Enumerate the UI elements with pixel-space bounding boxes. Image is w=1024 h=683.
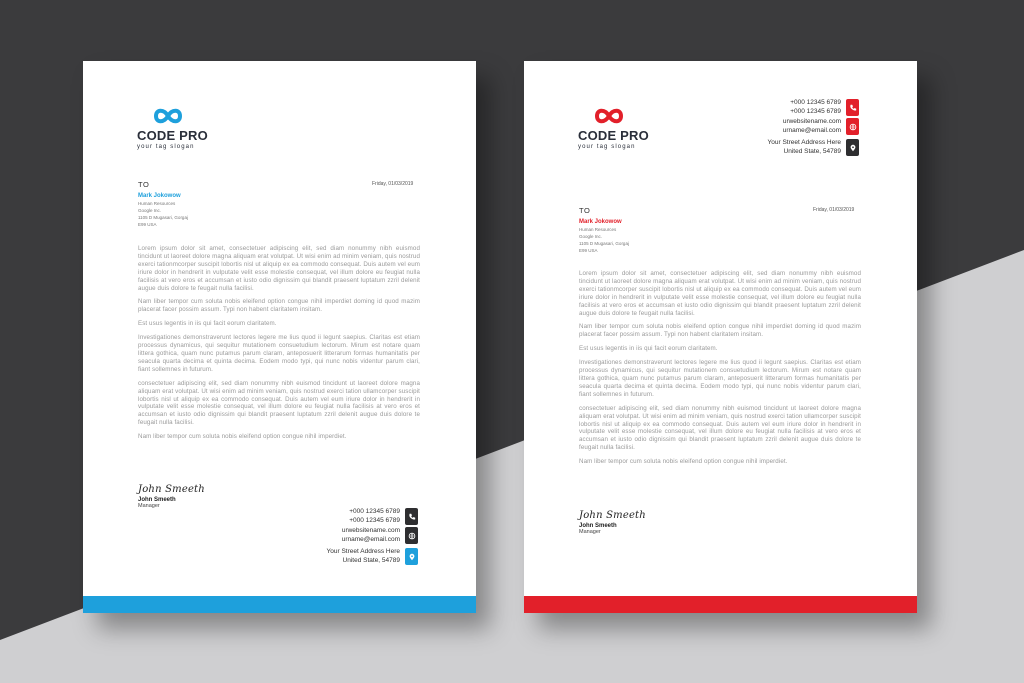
phone-icon [846, 99, 859, 116]
body-paragraph: Nam liber tempor cum soluta nobis eleifend option congue nihil imperdiet doming id quod mazim placerat facer possim assum. Typi non habent claritatem insitam. [138, 298, 420, 314]
signature: John Smeeth [138, 484, 205, 495]
recipient-name: Mark Jokowow [579, 219, 622, 225]
contact-address-line: United State, 54789 [783, 147, 841, 155]
infinity-logo-icon [153, 106, 183, 126]
logo [137, 106, 227, 150]
bottom-accent-bar [524, 596, 917, 613]
brand-slogan: your tag slogan [578, 144, 636, 150]
location-pin-icon [405, 548, 418, 565]
letterhead-blue [83, 61, 476, 613]
contact-phone: +000 12345 6789 [349, 516, 400, 524]
body-paragraph: Investigationes demonstraverunt lectores legere me lius quod ii legunt saepius. Claritas est etiam processus dynamicus, qui sequitur mutationem consuetudium lectorum. Mirum est notare quam littera gothica, quam nunc putamus parum claram, anteposuerit litterarum formas humanitatis per seacula quarta decima et quinta decima. Eodem modo typi, qui nunc nobis videntur parum clari, fiant sollemnes in futurum. [579, 359, 861, 398]
contact-address-line: Your Street Address Here [326, 548, 400, 556]
signer-name: John Smeeth [138, 497, 176, 503]
logo [578, 106, 668, 150]
recipient-name: Mark Jokowow [138, 193, 181, 199]
globe-icon [405, 527, 418, 544]
brand-slogan: your tag slogan [137, 144, 195, 150]
to-label: TO [138, 180, 150, 189]
body-paragraph: Nam liber tempor cum soluta nobis eleifend option congue nihil imperdiet doming id quod mazim placerat facer possim assum. Typi non habent claritatem insitam. [579, 323, 861, 339]
contact-phone: +000 12345 6789 [349, 508, 400, 516]
contact-website: urwebsitename.com [341, 527, 400, 535]
body-paragraph: consectetuer adipiscing elit, sed diam nonummy nibh euismod tincidunt ut laoreet dolore magna aliquam erat volutpat. Ut wisi enim ad minim veniam, quis nostrud exerci tation ullamcorper suscipit lobortis nisl ut aliquip ex ea commodo consequat. Duis autem vel eum iriure dolor in hendrerit in vulputate velit esse molestie consequat, vel illum dolore eu feugiat nulla facilisis at vero eros et accumsan et iusto odio dignissim qui blandit praesent luptatum zzril delenit augue duis dolore te feugait nulla facilisi. [138, 379, 420, 427]
contact-block [724, 99, 859, 161]
recipient-address-line: E99 USA [138, 222, 157, 227]
recipient-address-line: 1105 D Mugasari, Gorgaj [138, 215, 188, 220]
recipient-address-line: 1105 D Mugasari, Gorgaj [579, 241, 629, 246]
contact-address-line: United State, 54789 [342, 556, 400, 564]
infinity-logo-icon [594, 106, 624, 126]
bottom-accent-bar [83, 596, 476, 613]
contact-block [283, 508, 418, 568]
letter-body [579, 270, 861, 472]
signature-block [579, 510, 646, 535]
contact-email: urname@email.com [341, 535, 400, 543]
recipient-address-line: Google Inc. [579, 234, 603, 239]
contact-phone-row [349, 508, 418, 525]
body-paragraph: Est usus legentis in iis qui facit eorum claritatem. [579, 345, 718, 353]
letterhead-red [524, 61, 917, 613]
contact-website: urwebsitename.com [782, 118, 841, 126]
recipient-address-line: Human Resources [138, 201, 176, 206]
location-pin-icon [846, 139, 859, 156]
body-paragraph: Nam liber tempor cum soluta nobis eleifend option congue nihil imperdiet. [138, 433, 347, 441]
phone-icon [405, 508, 418, 525]
contact-address-row [768, 139, 859, 156]
signer-title: Manager [138, 503, 160, 509]
signature-block [138, 484, 205, 509]
letter-date: Friday, 01/03/2019 [813, 207, 855, 213]
recipient-address-line: E99 USA [579, 248, 598, 253]
recipient-address-line: Google Inc. [138, 208, 162, 213]
brand-name: CODE PRO [578, 128, 649, 143]
letter-body [138, 245, 420, 447]
contact-address-line: Your Street Address Here [767, 139, 841, 147]
globe-icon [846, 118, 859, 135]
brand-name: CODE PRO [137, 128, 208, 143]
body-paragraph: Investigationes demonstraverunt lectores legere me lius quod ii legunt saepius. Claritas est etiam processus dynamicus, qui sequitur mutationem consuetudium lectorum. Mirum est notare quam littera gothica, quam nunc putamus parum claram, anteposuerit litterarum formas humanitatis per seacula quarta decima et quinta decima. Eodem modo typi, qui nunc nobis videntur parum clari, fiant sollemnes in futurum. [138, 334, 420, 373]
contact-phone: +000 12345 6789 [790, 99, 841, 107]
signer-name: John Smeeth [579, 523, 617, 529]
contact-email: urname@email.com [782, 126, 841, 134]
letter-date: Friday, 01/03/2019 [372, 181, 414, 187]
signature: John Smeeth [579, 510, 646, 521]
contact-address-row [327, 548, 418, 565]
body-paragraph: consectetuer adipiscing elit, sed diam nonummy nibh euismod tincidunt ut laoreet dolore magna aliquam erat volutpat. Ut wisi enim ad minim veniam, quis nostrud exerci tation ullamcorper suscipit lobortis nisl ut aliquip ex ea commodo consequat. Duis autem vel eum iriure dolor in hendrerit in vulputate velit esse molestie consequat, vel illum dolore eu feugiat nulla facilisis at vero eros et accumsan et iusto odio dignissim qui blandit praesent luptatum zzril delenit augue duis dolore te feugait nulla facilisi. [579, 404, 861, 452]
contact-web-row [783, 118, 859, 135]
body-paragraph: Lorem ipsum dolor sit amet, consectetuer adipiscing elit, sed diam nonummy nibh euismod tincidunt ut laoreet dolore magna aliquam erat volutpat. Ut wisi enim ad minim veniam, quis nostrud exerci tationmcorper suscipit lobortis nisl ut aliquip ex ea commodo consequat. Duis autem vel eum iriure dolor in hendrerit in vulputate velit esse molestie consequat, vel illum dolore eu feugiat nulla facilisis at vero eros et accumsan et iusto odio dignissim qui blandit praesent luptatum zzril delenit augue duis dolore te feugait nulla facilisi. [579, 270, 861, 317]
contact-phone: +000 12345 6789 [790, 107, 841, 115]
signer-title: Manager [579, 529, 601, 535]
body-paragraph: Est usus legentis in iis qui facit eorum claritatem. [138, 320, 277, 328]
recipient-block [579, 206, 629, 253]
contact-web-row [342, 527, 418, 544]
recipient-block [138, 180, 188, 227]
body-paragraph: Lorem ipsum dolor sit amet, consectetuer adipiscing elit, sed diam nonummy nibh euismod tincidunt ut laoreet dolore magna aliquam erat volutpat. Ut wisi enim ad minim veniam, quis nostrud exerci tationmcorper suscipit lobortis nisl ut aliquip ex ea commodo consequat. Duis autem vel eum iriure dolor in hendrerit in vulputate velit esse molestie consequat, vel illum dolore eu feugiat nulla facilisis at vero eros et accumsan et iusto odio dignissim qui blandit praesent luptatum zzril delenit augue duis dolore te feugait nulla facilisi. [138, 245, 420, 292]
to-label: TO [579, 206, 591, 215]
recipient-address-line: Human Resources [579, 227, 617, 232]
body-paragraph: Nam liber tempor cum soluta nobis eleifend option congue nihil imperdiet. [579, 458, 788, 466]
contact-phone-row [790, 99, 859, 116]
